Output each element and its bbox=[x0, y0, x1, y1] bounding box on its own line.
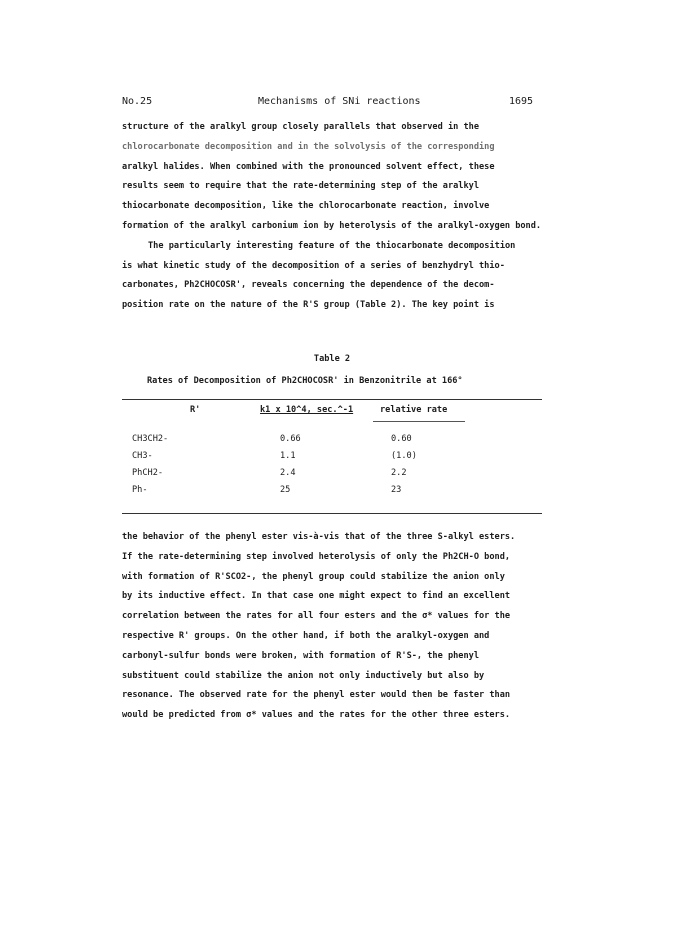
text-line: substituent could stabilize the anion not only inductively but also by bbox=[122, 670, 485, 681]
table-cell: CH3- bbox=[132, 451, 153, 461]
text-line: would be predicted from σ* values and the rates for the other three esters. bbox=[122, 710, 511, 721]
table-title: Table 2 bbox=[313, 354, 351, 364]
column-header-underline bbox=[373, 421, 465, 422]
text-line: chlorocarbonate decomposition and in the solvolysis of the corresponding bbox=[122, 141, 495, 152]
text-line: carbonyl-sulfur bonds were broken, with formation of R'S-, the phenyl bbox=[122, 650, 479, 661]
column-header-r: R' bbox=[190, 405, 201, 415]
text-line: carbonates, Ph2CHOCOSR', reveals concerning the dependence of the decom- bbox=[122, 280, 495, 291]
text-line: structure of the aralkyl group closely parallels that observed in the bbox=[122, 122, 479, 132]
table-bottom-rule bbox=[122, 513, 542, 514]
text-line: If the rate-determining step involved heterolysis of only the Ph2CH-O bond, bbox=[122, 551, 511, 562]
text-line: formation of the aralkyl carbonium ion by heterolysis of the aralkyl-oxygen bond. bbox=[122, 220, 542, 231]
table-cell: (1.0) bbox=[391, 451, 417, 461]
table-cell: 23 bbox=[391, 485, 402, 495]
table-cell: PhCH2- bbox=[132, 468, 164, 478]
running-title: Mechanisms of SNi reactions bbox=[258, 96, 421, 107]
paragraph-1 bbox=[122, 118, 552, 316]
table-cell: 0.60 bbox=[391, 434, 412, 444]
column-header-relative-rate: relative rate bbox=[380, 405, 448, 415]
journal-issue: No.25 bbox=[122, 96, 153, 107]
table-caption: Rates of Decomposition of Ph2CHOCOSR' in Benzonitrile at 166° bbox=[147, 376, 463, 386]
text-line: correlation between the rates for all four esters and the σ* values for the bbox=[122, 611, 511, 622]
text-line: position rate on the nature of the R'S group (Table 2). The key point is bbox=[122, 300, 495, 311]
text-line: the behavior of the phenyl ester vis-à-vis that of the three S-alkyl esters. bbox=[122, 532, 516, 542]
text-line: with formation of R'SCO2-, the phenyl group could stabilize the anion only bbox=[122, 571, 505, 582]
column-header-rate-constant: k1 x 10^4, sec.^-1 bbox=[260, 405, 354, 415]
paragraph-3 bbox=[122, 528, 552, 726]
page-number: 1695 bbox=[509, 96, 534, 107]
table-cell: 1.1 bbox=[280, 451, 296, 461]
text-line: aralkyl halides. When combined with the pronounced solvent effect, these bbox=[122, 161, 495, 172]
text-line: The particularly interesting feature of the thiocarbonate decomposition bbox=[148, 240, 516, 251]
text-line: resonance. The observed rate for the phenyl ester would then be faster than bbox=[122, 690, 511, 701]
text-line: results seem to require that the rate-determining step of the aralkyl bbox=[122, 181, 479, 192]
table-top-rule bbox=[122, 399, 542, 400]
table-cell: 2.4 bbox=[280, 468, 296, 478]
table-cell: 2.2 bbox=[391, 468, 407, 478]
table-cell: 0.66 bbox=[280, 434, 301, 444]
table-cell: 25 bbox=[280, 485, 291, 495]
text-line: thiocarbonate decomposition, like the chlorocarbonate reaction, involve bbox=[122, 201, 490, 212]
table-cell: Ph- bbox=[132, 485, 148, 495]
table-cell: CH3CH2- bbox=[132, 434, 169, 444]
text-line: respective R' groups. On the other hand, if both the aralkyl-oxygen and bbox=[122, 630, 490, 641]
text-line: by its inductive effect. In that case one might expect to find an excellent bbox=[122, 591, 511, 602]
text-line: is what kinetic study of the decomposition of a series of benzhydryl thio- bbox=[122, 260, 505, 271]
